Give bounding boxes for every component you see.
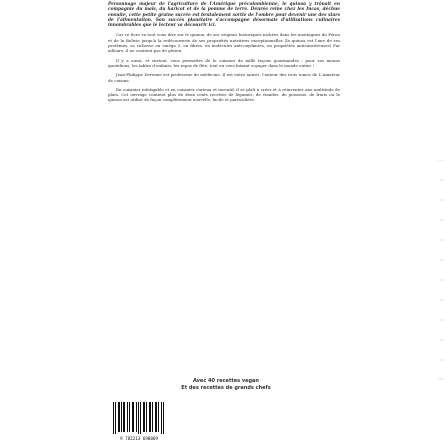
author-bio-paragraph: En cuisinier infatigable et en cuisinier curieux et inventif, il se plaît à créer et à réinventer une multitude de plats. Cet ouvrage contient plus de deux cents recettes de légumes, de viandes, de poissons, de fruits ou le quinoa est utilisé de façon complètement nouvelle, facile et particulière.: [108, 86, 340, 103]
blurb-paragraph: Car ce livre va tout vous dire sur le quinoa, de ses origines historiques nichées dans les montagnes du Pérou et de la Bolivie jusqu'à la redécouverte de ses propriétés nutritives exceptionnelles (la quinoa est l'une de ses protéines, sa richesse en oméga 3, en fibres, en molécules anti-oxydantes, en propriétés anticancéreuses) Par ailleurs, il ne contient pas de gluten.: [108, 32, 340, 54]
author-bio-paragraph: Jean-Philippe Derenne est professeur de médecine. Il est entre autres, l'auteur des trois tomes de L'Amateur de cuisine.: [108, 72, 340, 83]
barcode-digits: 9 782213 698069: [120, 436, 158, 441]
barcode-icon: [110, 400, 168, 442]
margin-ticks: [436, 160, 446, 380]
recipes-teaser: [160, 378, 292, 391]
teaser-vegan-line: Avec 40 recettes vegan: [192, 378, 259, 384]
blurb-intro-paragraph: Personnage majeur de l'agriculture de l'Amérique précolombienne, le quinoa y trônait en compagnie du maïs, du haricot et de la pomme de terre. Denrée reine chez les Incas, déchue ensuite, cette petite graine sacrée est brutalement sortie de l'ombre pour devenir une des stars de l'alimentation. Son succès planétaire s'accompagne désormais d'utilisations culinaires innombrables que le lecteur va découvrir ici.: [108, 2, 340, 29]
blurb-column: [108, 2, 340, 107]
blurb-paragraph: Il y a aussi, et surtout, vous permettre de le cuisiner de mille façons gourmandes : pour vos menus quotidiens, les tables d'enfants, les repas de fête, tout en vous faisant voyager dans le monde entier !: [108, 57, 340, 68]
teaser-chefs-line: Et des recettes de grands chefs: [181, 384, 271, 391]
